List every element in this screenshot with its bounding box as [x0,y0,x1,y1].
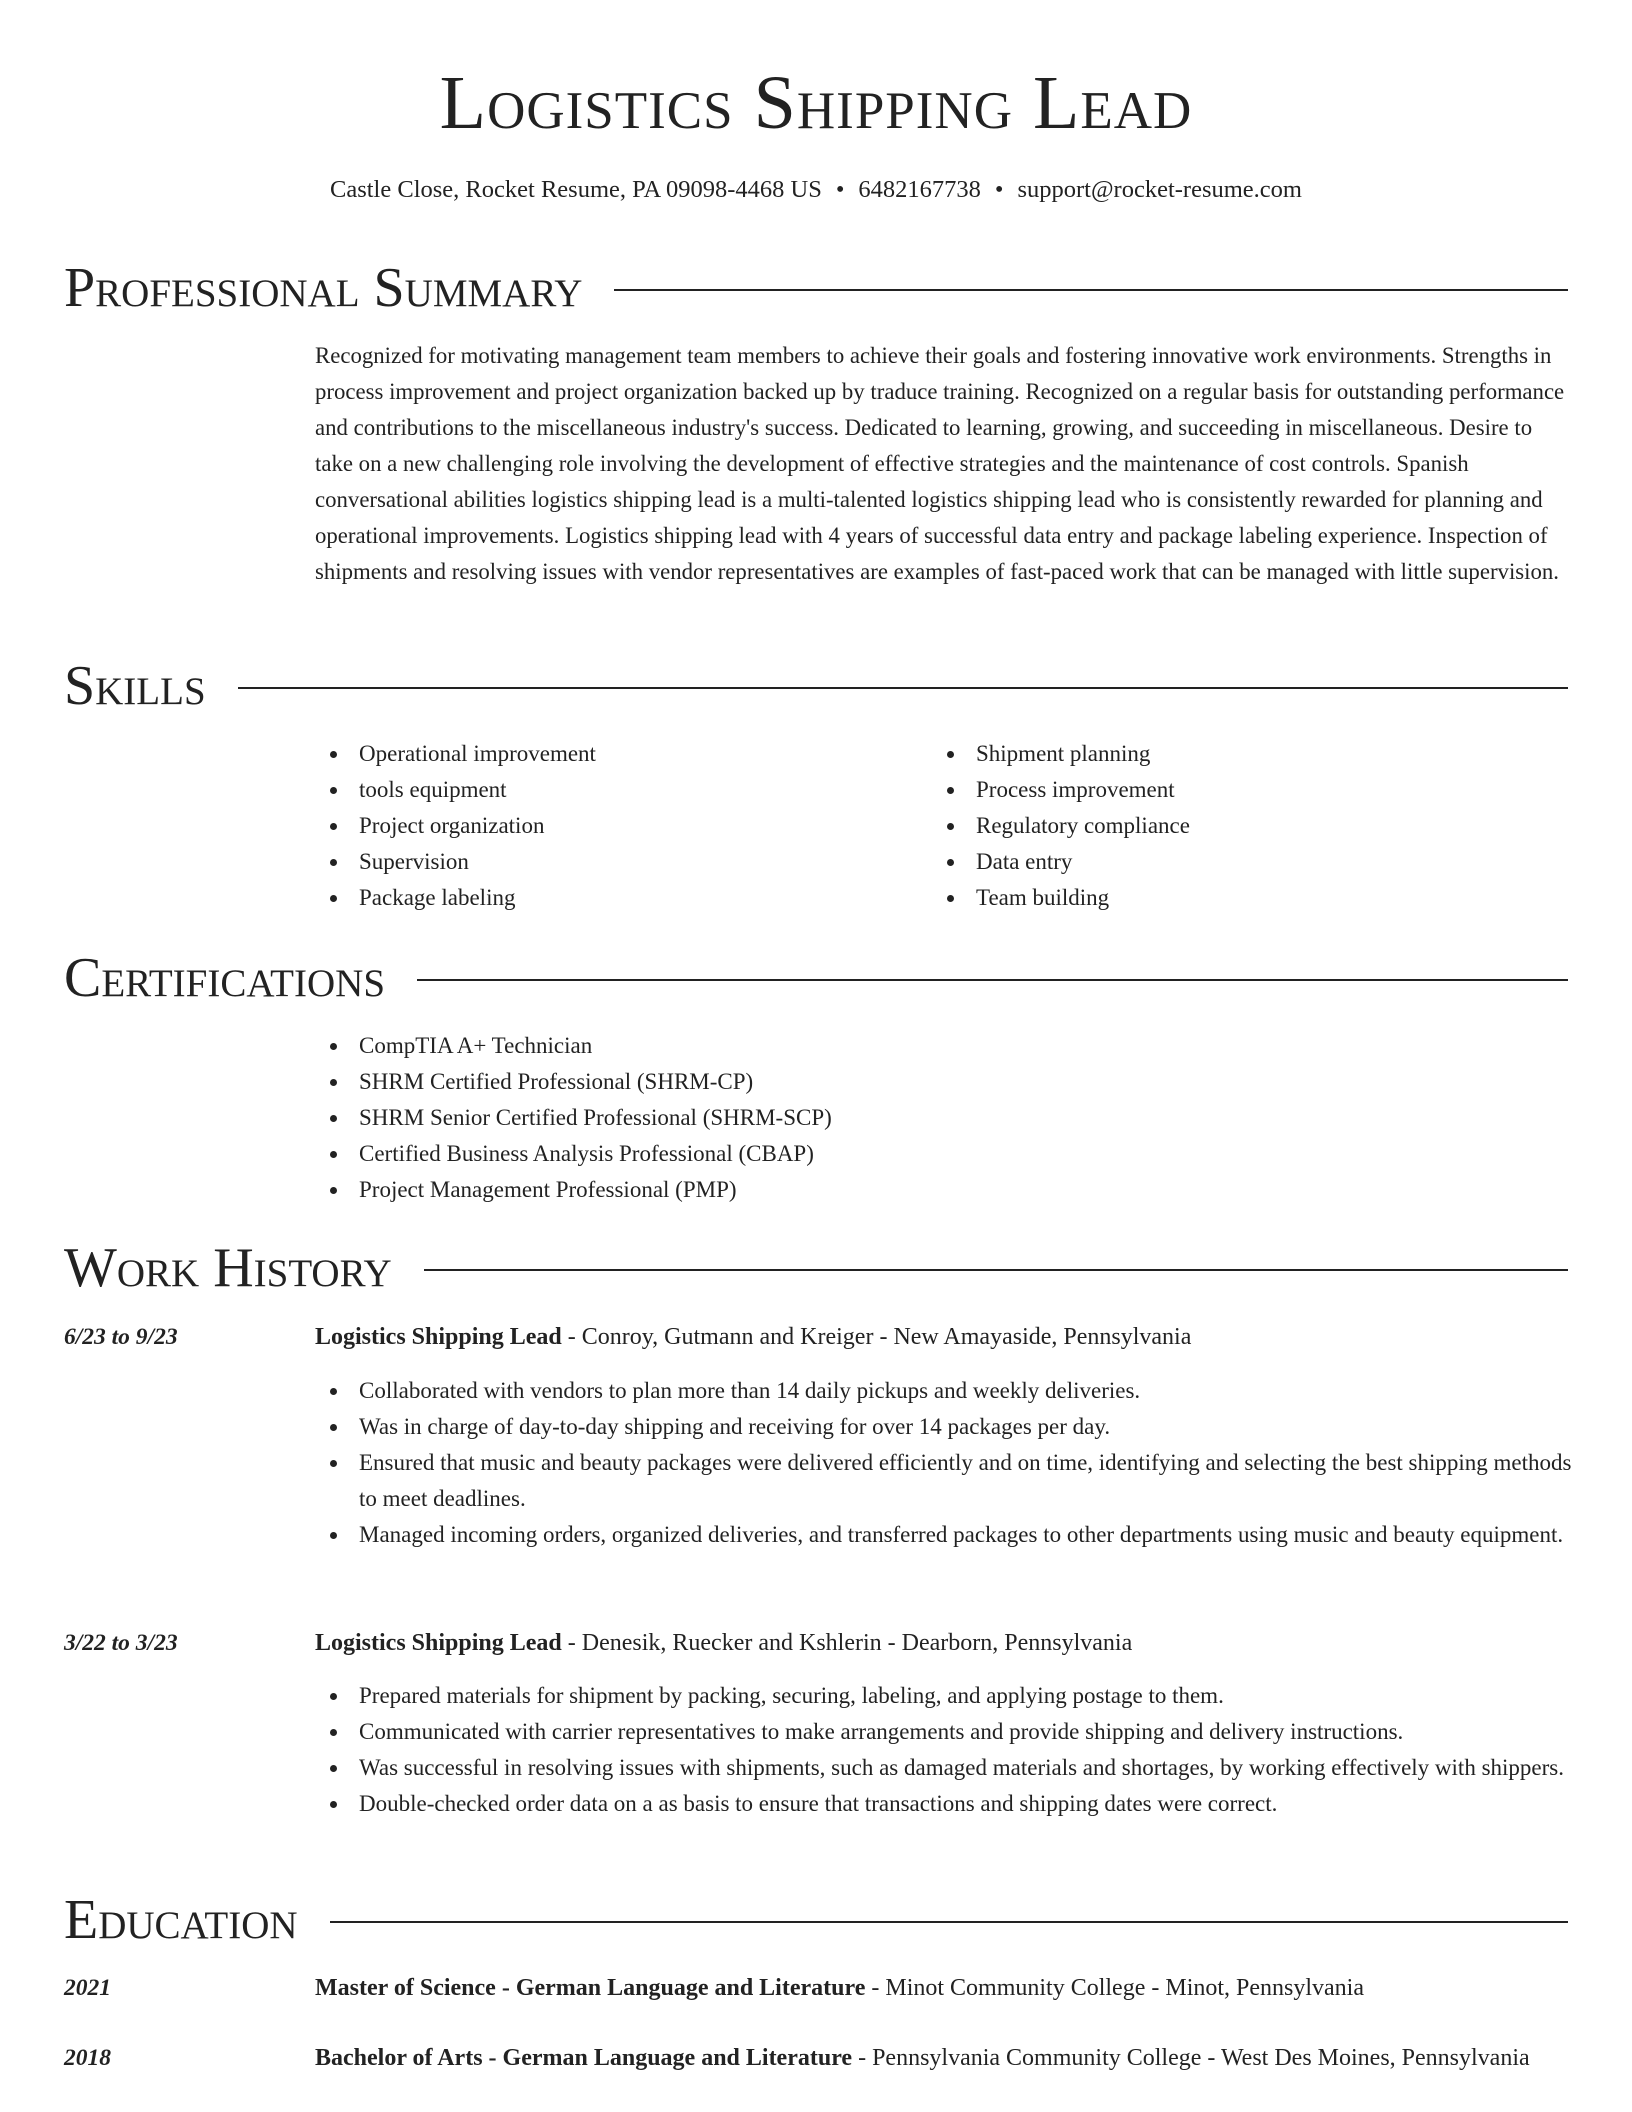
section-title: Professional Summary [64,257,583,319]
education-heading [315,1970,1573,2006]
section-divider [614,289,1568,291]
certification-item: CompTIA A+ Technician [315,1028,1573,1064]
section-divider [417,979,1568,981]
job-bullets [315,1678,1573,1822]
school-details: - Minot Community College - Minot, Pennsylvania [865,1975,1365,2001]
contact-phone: 6482167738 [858,176,981,203]
skill-item: Shipment planning [932,736,1532,772]
job-dates: 6/23 to 9/23 [64,1324,178,1350]
section-divider [238,687,1568,689]
job-title: Logistics Shipping Lead [315,1324,562,1350]
job-bullet: Ensured that music and beauty packages were delivered efficiently and on time, identifying and selecting the best shipping methods to meet deadlines. [315,1445,1573,1517]
contact-address: Castle Close, Rocket Resume, PA 09098-4468 US [330,176,822,203]
skills-list-right [932,736,1532,916]
job-title: Logistics Shipping Lead [315,1630,562,1656]
section-divider [330,1921,1568,1923]
job-heading [315,1625,1573,1661]
job-employer: - Denesik, Ruecker and Kshlerin - Dearborn, Pennsylvania [561,1630,1133,1656]
summary-section-header [64,256,1568,320]
job-bullet: Was successful in resolving issues with shipments, such as damaged materials and shortages, by working effectively with shippers. [315,1750,1573,1786]
certifications-list [315,1028,1573,1208]
contact-email: support@rocket-resume.com [1017,176,1302,203]
summary-text: Recognized for motivating management team members to achieve their goals and fostering innovative work environments. Strengths in process improvement and project organization backed up by traduce training. Recognized on a regular basis for outstanding performance and contributions to the miscellaneous industry's success. Dedicated to learning, growing, and succeeding in miscellaneous. Desire to take on a new challenging role involving the development of effective strategies and the maintenance of cost controls. Spanish conversational abilities logistics shipping lead is a multi-talented logistics shipping lead who is consistently rewarded for planning and operational improvements. Logistics shipping lead with 4 years of successful data entry and package labeling experience. Inspection of shipments and resolving issues with vendor representatives are examples of fast-paced work that can be managed with little supervision. [315,343,1565,584]
contact-line [0,174,1632,206]
skill-item: Supervision [315,844,915,880]
job-dates: 3/22 to 3/23 [64,1630,178,1656]
candidate-name: Logistics Shipping Lead [439,61,1193,145]
contact-separator: • [835,176,845,203]
degree-title: Master of Science - German Language and Literature [315,1975,866,2001]
job-bullet: Prepared materials for shipment by packing, securing, labeling, and applying postage to them. [315,1678,1573,1714]
skill-item: tools equipment [315,772,915,808]
certification-item: SHRM Senior Certified Professional (SHRM-SCP) [315,1100,1573,1136]
education-heading [315,2040,1573,2076]
section-title: Certifications [64,947,386,1009]
certification-item: SHRM Certified Professional (SHRM-CP) [315,1064,1573,1100]
section-divider [424,1269,1568,1271]
job-bullet: Collaborated with vendors to plan more than 14 daily pickups and weekly deliveries. [315,1373,1573,1409]
section-title: Skills [64,655,206,717]
skill-item: Operational improvement [315,736,915,772]
section-title: Education [64,1889,298,1951]
skill-item: Package labeling [315,880,915,916]
job-heading [315,1319,1573,1355]
job-bullet: Communicated with carrier representatives to make arrangements and provide shipping and delivery instructions. [315,1714,1573,1750]
skill-item: Regulatory compliance [932,808,1532,844]
skill-item: Project organization [315,808,915,844]
education-year: 2021 [64,1975,111,2001]
skill-item: Team building [932,880,1532,916]
degree-title: Bachelor of Arts - German Language and Literature [315,2045,853,2071]
certification-item: Project Management Professional (PMP) [315,1172,1573,1208]
education-year: 2018 [64,2045,111,2071]
skill-item: Process improvement [932,772,1532,808]
education-section-header [64,1888,1568,1952]
certification-item: Certified Business Analysis Professional (CBAP) [315,1136,1573,1172]
school-details: - Pennsylvania Community College - West Des Moines, Pennsylvania [852,2045,1530,2071]
job-employer: - Conroy, Gutmann and Kreiger - New Amayaside, Pennsylvania [561,1324,1192,1350]
job-bullets [315,1373,1573,1553]
job-bullet: Managed incoming orders, organized deliveries, and transferred packages to other departments using music and beauty equipment. [315,1517,1573,1553]
skill-item: Data entry [932,844,1532,880]
job-bullet: Double-checked order data on a as basis to ensure that transactions and shipping dates were correct. [315,1786,1573,1822]
contact-separator: • [994,176,1004,203]
skills-list-left [315,736,915,916]
skills-section-header [64,654,1568,718]
section-title: Work History [64,1237,392,1299]
job-bullet: Was in charge of day-to-day shipping and receiving for over 14 packages per day. [315,1409,1573,1445]
work-history-section-header [64,1236,1568,1300]
certifications-section-header [64,946,1568,1010]
